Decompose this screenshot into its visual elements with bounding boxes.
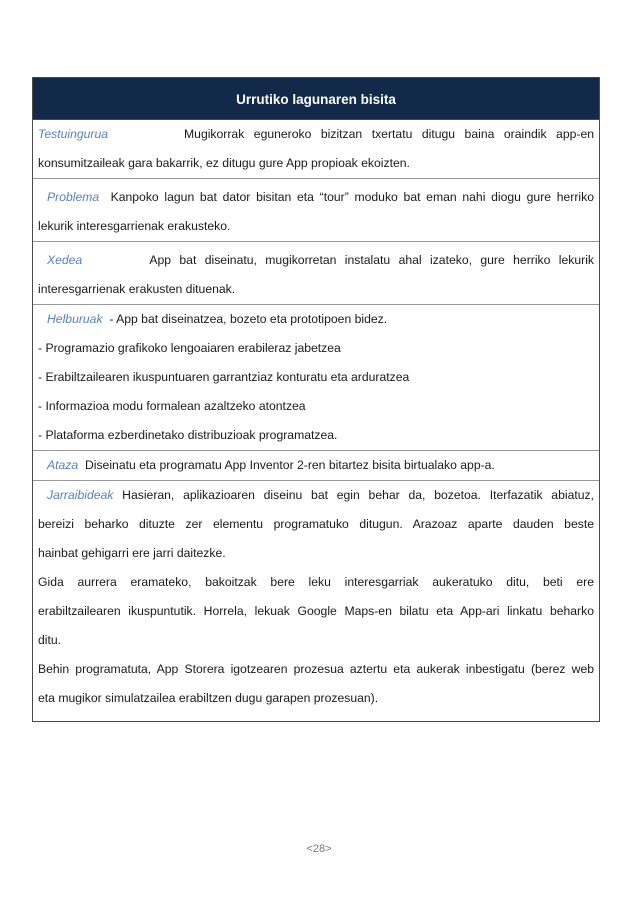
section-helburuak xyxy=(33,304,599,450)
section-xedea xyxy=(33,241,599,304)
section-problema xyxy=(33,178,599,241)
jarraibideak-line3: hainbat gehigarri ere jarri daitezke. xyxy=(38,546,226,560)
jarraibideak-p2-line2: erabiltzailearen ikuspuntutik. Horrela, lekuak Google Maps-en bilatu eta App-ari linkatu beharko xyxy=(38,604,594,618)
jarraibideak-p3-line2: eta mugikor simulatzailea erabiltzen dugu garapen prozesuan). xyxy=(38,691,379,705)
section-jarraibideak xyxy=(33,480,599,721)
testuingurua-line1 xyxy=(38,120,594,149)
problema-text1: Kanpoko lagun bat dator bisitan eta “tour” moduko bat eman nahi diogu gure herriko xyxy=(110,190,594,204)
helburuak-item: - Plataforma ezberdinetako distribuzioak programatzea. xyxy=(38,428,338,442)
helburuak-label: Helburuak xyxy=(47,312,103,326)
xedea-line1 xyxy=(38,246,594,275)
jarraibideak-text1: Hasieran, aplikazioaren diseinu bat egin behar da, bozetoa. Iterfazatik abiatuz, xyxy=(122,488,594,502)
xedea-text1: App bat diseinatu, mugikorretan instalatu ahal izateko, gure herriko lekurik xyxy=(149,253,595,267)
jarraibideak-label: Jarraibideak xyxy=(47,488,114,502)
helburuak-line1 xyxy=(38,305,594,334)
jarraibideak-p2-line3: ditu. xyxy=(38,633,62,647)
problema-label: Problema xyxy=(47,190,100,204)
testuingurua-text1: Mugikorrak eguneroko bizitzan txertatu ditugu baina oraindik app-en xyxy=(184,127,594,141)
problema-line2: lekurik interesgarrienak erakusteko. xyxy=(38,219,231,233)
jarraibideak-p3-line1: Behin programatuta, App Storera igotzearen prozesua aztertu eta aukerak inbestigatu (berez web xyxy=(38,662,594,676)
page-number: <28> xyxy=(306,843,332,855)
xedea-label: Xedea xyxy=(47,253,83,267)
xedea-line2: interesgarrienak erakusten dituenak. xyxy=(38,282,236,296)
helburuak-item: - Programazio grafikoko lengoaiaren erabileraz jabetzea xyxy=(38,341,341,355)
activity-card xyxy=(32,77,600,722)
jarraibideak-line1 xyxy=(38,481,594,510)
ataza-label: Ataza xyxy=(47,458,79,472)
card-title xyxy=(33,78,599,119)
testuingurua-line2: konsumitzaileak gara bakarrik, ez ditugu gure App propioak ekoizten. xyxy=(38,156,410,170)
jarraibideak-line2: bereizi beharko dituzte zer elementu programatuko ditugun. Arazoaz aparte dauden beste xyxy=(38,517,594,531)
jarraibideak-p2-line1: Gida aurrera eramateko, bakoitzak bere leku interesgarriak aukeratuko ditu, beti ere xyxy=(38,575,594,589)
problema-line1 xyxy=(38,183,594,212)
card-title-text: Urrutiko lagunaren bisita xyxy=(236,92,396,107)
helburuak-text1: - App bat diseinatzea, bozeto eta prototipoen bidez. xyxy=(109,312,388,326)
ataza-line1 xyxy=(38,451,594,480)
ataza-text: Diseinatu eta programatu App Inventor 2-ren bitartez bisita birtualako app-a. xyxy=(84,458,495,472)
section-testuingurua xyxy=(33,119,599,178)
testuingurua-label: Testuingurua xyxy=(38,127,109,141)
helburuak-item: - Erabiltzailearen ikuspuntuaren garrantziaz konturatu eta arduratzea xyxy=(38,370,410,384)
section-ataza xyxy=(33,450,599,480)
helburuak-item: - Informazioa modu formalean azaltzeko atontzea xyxy=(38,399,306,413)
